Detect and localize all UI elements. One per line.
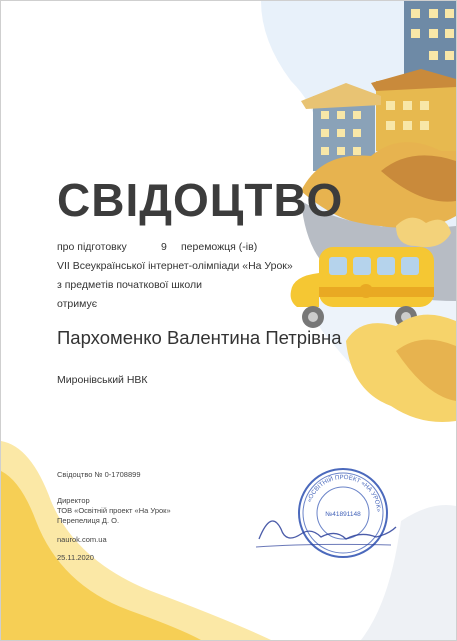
olympiad-name: VII Всеукраїнської інтернет-олімпіади «На Урок» [57, 260, 293, 272]
certificate-number: Свідоцтво № 0-1708899 [57, 470, 141, 479]
school-name: Миронівський НВК [57, 374, 148, 386]
signer-title: Директор [57, 496, 90, 505]
prep-label: про підготовку [57, 241, 127, 253]
signature [251, 499, 401, 561]
receives-label: отримує [57, 298, 98, 310]
signer-name: Перепелиця Д. О. [57, 516, 120, 525]
winners-label: переможця (-ів) [181, 241, 258, 253]
signer-org: ТОВ «Освітній проект «На Урок» [57, 506, 171, 515]
winners-count: 9 [161, 241, 167, 253]
stamp-ring-text: «ОСВІТНІЙ ПРОЕКТ «НА УРОК» [305, 473, 383, 513]
issue-date: 25.11.2020 [57, 553, 94, 562]
website: naurok.com.ua [57, 535, 107, 544]
certificate-title: СВІДОЦТВО [57, 174, 344, 226]
stamp-number: №41891148 [325, 511, 361, 518]
recipient-name: Пархоменко Валентина Петрівна [57, 327, 342, 348]
subject-line: з предметів початкової школи [57, 279, 202, 291]
